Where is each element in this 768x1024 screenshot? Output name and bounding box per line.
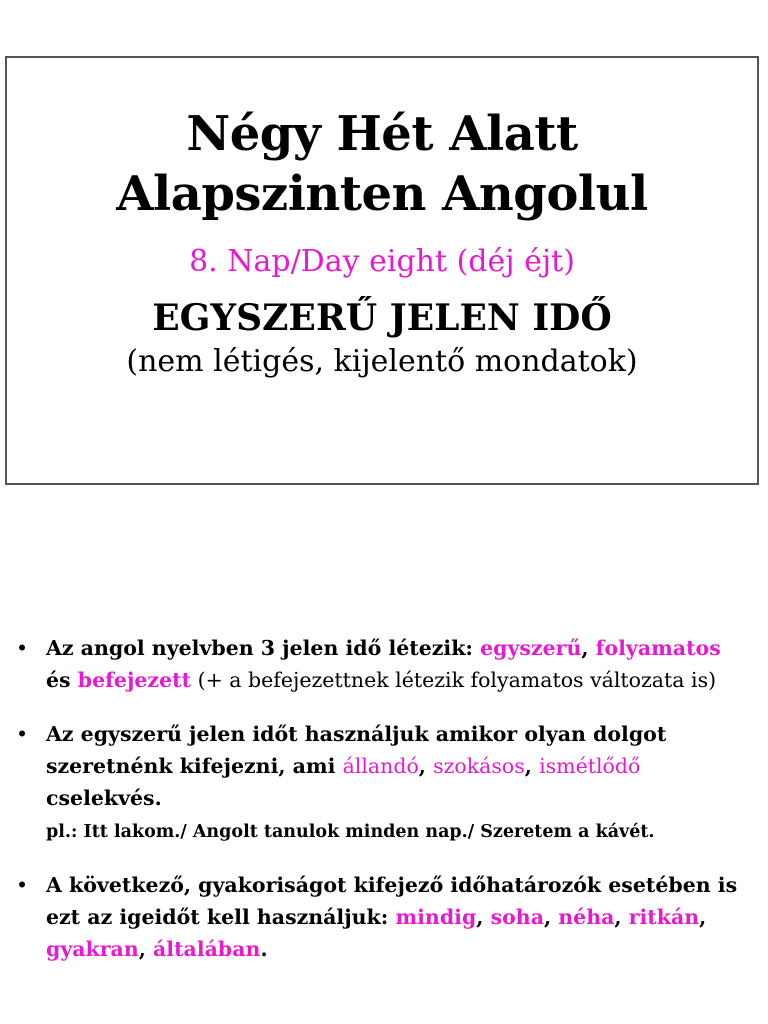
keyword: ismétlődő xyxy=(539,754,641,778)
keyword: befejezett xyxy=(77,668,192,692)
separator: , xyxy=(543,905,559,929)
bullet-list xyxy=(16,632,756,987)
bullet-text: Az angol nyelvben 3 jelen idő létezik: xyxy=(46,636,481,660)
day-label: 8. Nap/Day eight xyxy=(189,244,448,279)
day-subtitle xyxy=(7,242,757,282)
separator: , xyxy=(614,905,629,929)
keyword: szokásos xyxy=(433,754,525,778)
pronunciation: (déj éjt) xyxy=(456,244,575,279)
topic-heading: EGYSZERŰ JELEN IDŐ xyxy=(152,297,612,339)
bullet-marker: • xyxy=(16,873,29,897)
bullet-item-present-tenses xyxy=(16,632,756,696)
separator: , xyxy=(476,905,491,929)
bullet-text: és xyxy=(46,668,78,692)
separator: , xyxy=(524,754,540,778)
bullet-item-adverbs xyxy=(16,869,756,965)
keyword: egyszerű xyxy=(480,636,582,660)
bullet-text: . xyxy=(260,937,268,961)
bullet-text: A következő, gyakoriságot kifejező időhatározók esetében is ezt az igeidőt kell használjuk: xyxy=(46,873,738,929)
separator: , xyxy=(138,937,154,961)
title-line-2: Alapszinten Angolul xyxy=(116,166,648,222)
keyword: gyakran xyxy=(46,937,139,961)
title-line-1: Négy Hét Alatt xyxy=(186,106,578,162)
separator: , xyxy=(699,905,707,929)
keyword: általában xyxy=(153,937,261,961)
keyword: folyamatos xyxy=(595,636,721,660)
example-sentences: pl.: Itt lakom./ Angolt tanulok minden nap./ Szeretem a kávét. xyxy=(46,822,655,842)
bullet-marker: • xyxy=(16,722,29,746)
separator: , xyxy=(581,636,596,660)
keyword: ritkán xyxy=(628,905,700,929)
topic-note: (nem létigés, kijelentő mondatok) xyxy=(126,344,638,379)
bullet-item-usage xyxy=(16,718,756,847)
keyword: soha xyxy=(490,905,544,929)
bullet-text: cselekvés. xyxy=(46,786,162,810)
keyword: állandó xyxy=(342,754,419,778)
title-box xyxy=(5,56,759,485)
keyword: mindig xyxy=(395,905,477,929)
bullet-marker: • xyxy=(16,636,29,660)
bullet-text: Az egyszerű jelen időt használjuk amikor olyan dolgot szeretnénk kifejezni, ami xyxy=(46,722,667,778)
bullet-note: (+ a befejezettnek létezik folyamatos változata is) xyxy=(191,668,717,692)
keyword: néha xyxy=(558,905,615,929)
separator: , xyxy=(418,754,434,778)
